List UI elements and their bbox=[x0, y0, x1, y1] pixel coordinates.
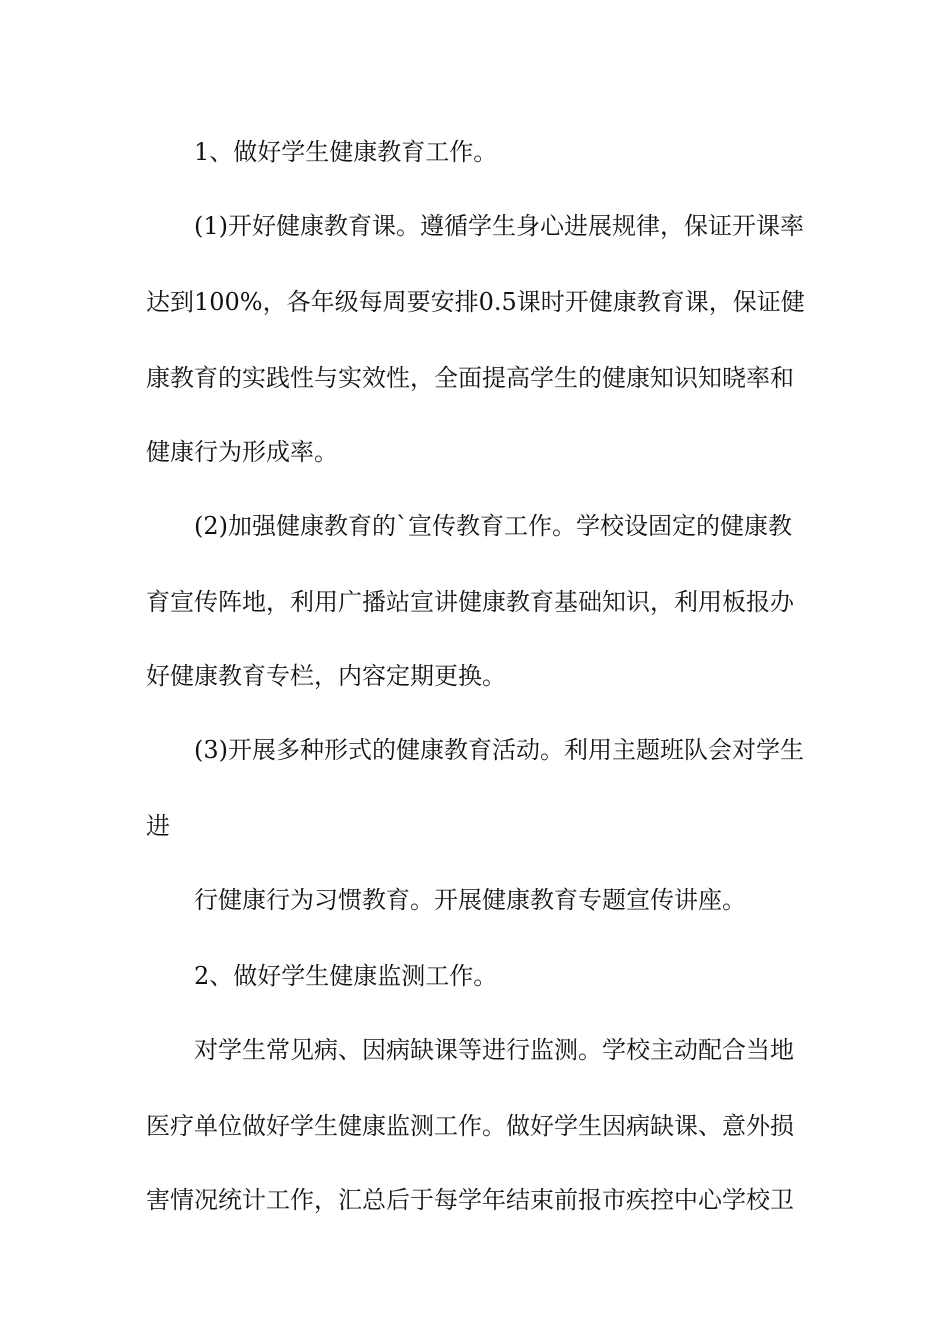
paragraph-line: 对学生常见病、因病缺课等进行监测。学校主动配合当地 bbox=[194, 1036, 794, 1064]
paragraph-line: 好健康教育专栏，内容定期更换。 bbox=[146, 662, 506, 690]
paragraph-line: 害情况统计工作，汇总后于每学年结束前报市疾控中心学校卫 bbox=[146, 1186, 794, 1214]
section-heading-2: 2、做好学生健康监测工作。 bbox=[194, 962, 498, 990]
section-heading-1: 1、做好学生健康教育工作。 bbox=[194, 138, 498, 166]
paragraph-line: 康教育的实践性与实效性，全面提高学生的健康知识知晓率和 bbox=[146, 364, 794, 392]
paragraph-line: 进 bbox=[146, 812, 170, 840]
paragraph-line: (3)开展多种形式的健康教育活动。利用主题班队会对学生 bbox=[194, 736, 804, 764]
paragraph-line: 医疗单位做好学生健康监测工作。做好学生因病缺课、意外损 bbox=[146, 1112, 794, 1140]
paragraph-line: 健康行为形成率。 bbox=[146, 438, 338, 466]
paragraph-line: 行健康行为习惯教育。开展健康教育专题宣传讲座。 bbox=[194, 886, 746, 914]
paragraph-line: 达到100%，各年级每周要安排0.5课时开健康教育课，保证健 bbox=[146, 288, 805, 316]
paragraph-line: (2)加强健康教育的`宣传教育工作。学校设固定的健康教 bbox=[194, 512, 792, 540]
paragraph-line: 育宣传阵地，利用广播站宣讲健康教育基础知识，利用板报办 bbox=[146, 588, 794, 616]
paragraph-line: (1)开好健康教育课。遵循学生身心进展规律，保证开课率 bbox=[194, 212, 804, 240]
